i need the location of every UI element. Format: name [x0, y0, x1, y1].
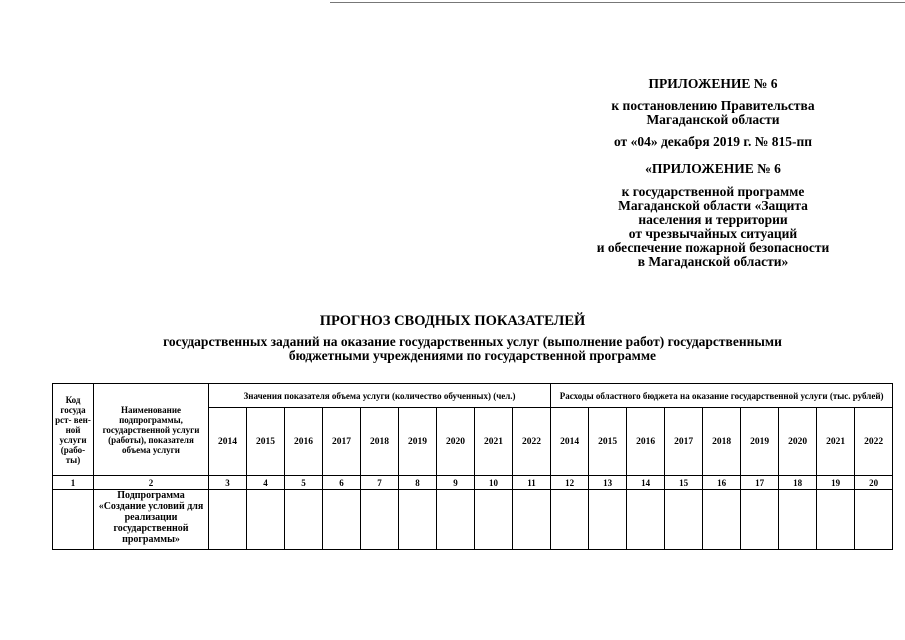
document-subtitle — [100, 335, 845, 363]
year-cell: 2017 — [665, 408, 703, 476]
col-number: 12 — [551, 476, 589, 490]
approval-block — [588, 77, 838, 149]
col-number: 10 — [475, 476, 513, 490]
empty-cell — [551, 490, 589, 550]
subtitle-line: бюджетными учреждениями по государственной программе — [288, 348, 657, 363]
appendix-title: ПРИЛОЖЕНИЕ № 6 — [648, 76, 778, 91]
year-cell: 2021 — [817, 408, 855, 476]
empty-cell — [855, 490, 893, 550]
program-appendix-block — [575, 162, 851, 269]
col-number: 11 — [513, 476, 551, 490]
year-cell: 2020 — [437, 408, 475, 476]
empty-cell — [817, 490, 855, 550]
col-number: 2 — [94, 476, 209, 490]
decree-line-1: к постановлению Правительства — [611, 98, 815, 113]
empty-cell — [665, 490, 703, 550]
year-cell: 2018 — [703, 408, 741, 476]
empty-cell — [399, 490, 437, 550]
indicators-table — [52, 383, 893, 550]
year-cell: 2016 — [285, 408, 323, 476]
header-row-groups — [53, 384, 893, 408]
empty-cell — [779, 490, 817, 550]
program-line: и обеспечение пожарной безопасности — [596, 240, 830, 255]
decree-line-2: Магаданской области — [646, 112, 780, 127]
program-line: населения и территории — [638, 212, 788, 227]
program-line: Магаданской области «Защита — [618, 198, 808, 213]
col-number: 6 — [323, 476, 361, 490]
header-expense-group: Расходы областного бюджета на оказание государственной услуги (тыс. рублей) — [551, 384, 893, 408]
col-number: 9 — [437, 476, 475, 490]
empty-cell — [475, 490, 513, 550]
col-number: 14 — [627, 476, 665, 490]
col-number: 15 — [665, 476, 703, 490]
document-title: ПРОГНОЗ СВОДНЫХ ПОКАЗАТЕЛЕЙ — [319, 313, 586, 329]
scan-top-border — [330, 2, 905, 3]
empty-cell — [703, 490, 741, 550]
col-number: 3 — [209, 476, 247, 490]
empty-cell — [323, 490, 361, 550]
header-name: Наименование подпрограммы, государственной услуги (работы), показателя объема услуги — [94, 384, 209, 476]
col-number: 5 — [285, 476, 323, 490]
year-cell: 2015 — [589, 408, 627, 476]
col-number: 4 — [247, 476, 285, 490]
year-cell: 2022 — [513, 408, 551, 476]
empty-cell — [361, 490, 399, 550]
col-number: 13 — [589, 476, 627, 490]
year-cell: 2018 — [361, 408, 399, 476]
program-line: в Магаданской области» — [637, 254, 789, 269]
empty-cell — [513, 490, 551, 550]
empty-cell — [741, 490, 779, 550]
col-number: 19 — [817, 476, 855, 490]
subtitle-line: государственных заданий на оказание государственных услуг (выполнение работ) государственными — [163, 334, 782, 349]
col-number: 7 — [361, 476, 399, 490]
empty-cell — [209, 490, 247, 550]
program-line: от чрезвычайных ситуаций — [628, 226, 798, 241]
empty-cell — [589, 490, 627, 550]
empty-cell — [437, 490, 475, 550]
header-code: Код госуда рст- вен- ной услуги (рабо- ты) — [53, 384, 94, 476]
empty-cell — [627, 490, 665, 550]
year-cell: 2022 — [855, 408, 893, 476]
col-number: 1 — [53, 476, 94, 490]
column-number-row — [53, 476, 893, 490]
empty-cell — [53, 490, 94, 550]
year-cell: 2020 — [779, 408, 817, 476]
empty-cell — [285, 490, 323, 550]
year-cell: 2021 — [475, 408, 513, 476]
year-cell: 2016 — [627, 408, 665, 476]
table-row — [53, 490, 893, 550]
col-number: 16 — [703, 476, 741, 490]
year-cell: 2014 — [209, 408, 247, 476]
col-number: 20 — [855, 476, 893, 490]
empty-cell — [247, 490, 285, 550]
year-cell: 2017 — [323, 408, 361, 476]
year-cell: 2019 — [741, 408, 779, 476]
subprogram-name: Подпрограмма «Создание условий для реализации государственной программы» — [94, 490, 209, 550]
year-cell: 2014 — [551, 408, 589, 476]
program-appendix-title: «ПРИЛОЖЕНИЕ № 6 — [645, 161, 781, 176]
year-cell: 2019 — [399, 408, 437, 476]
year-cell: 2015 — [247, 408, 285, 476]
col-number: 18 — [779, 476, 817, 490]
col-number: 17 — [741, 476, 779, 490]
decree-date: от «04» декабря 2019 г. № 815-пп — [613, 134, 812, 149]
col-number: 8 — [399, 476, 437, 490]
program-line: к государственной программе — [621, 184, 805, 199]
header-volume-group: Значения показателя объема услуги (количество обученных) (чел.) — [209, 384, 551, 408]
